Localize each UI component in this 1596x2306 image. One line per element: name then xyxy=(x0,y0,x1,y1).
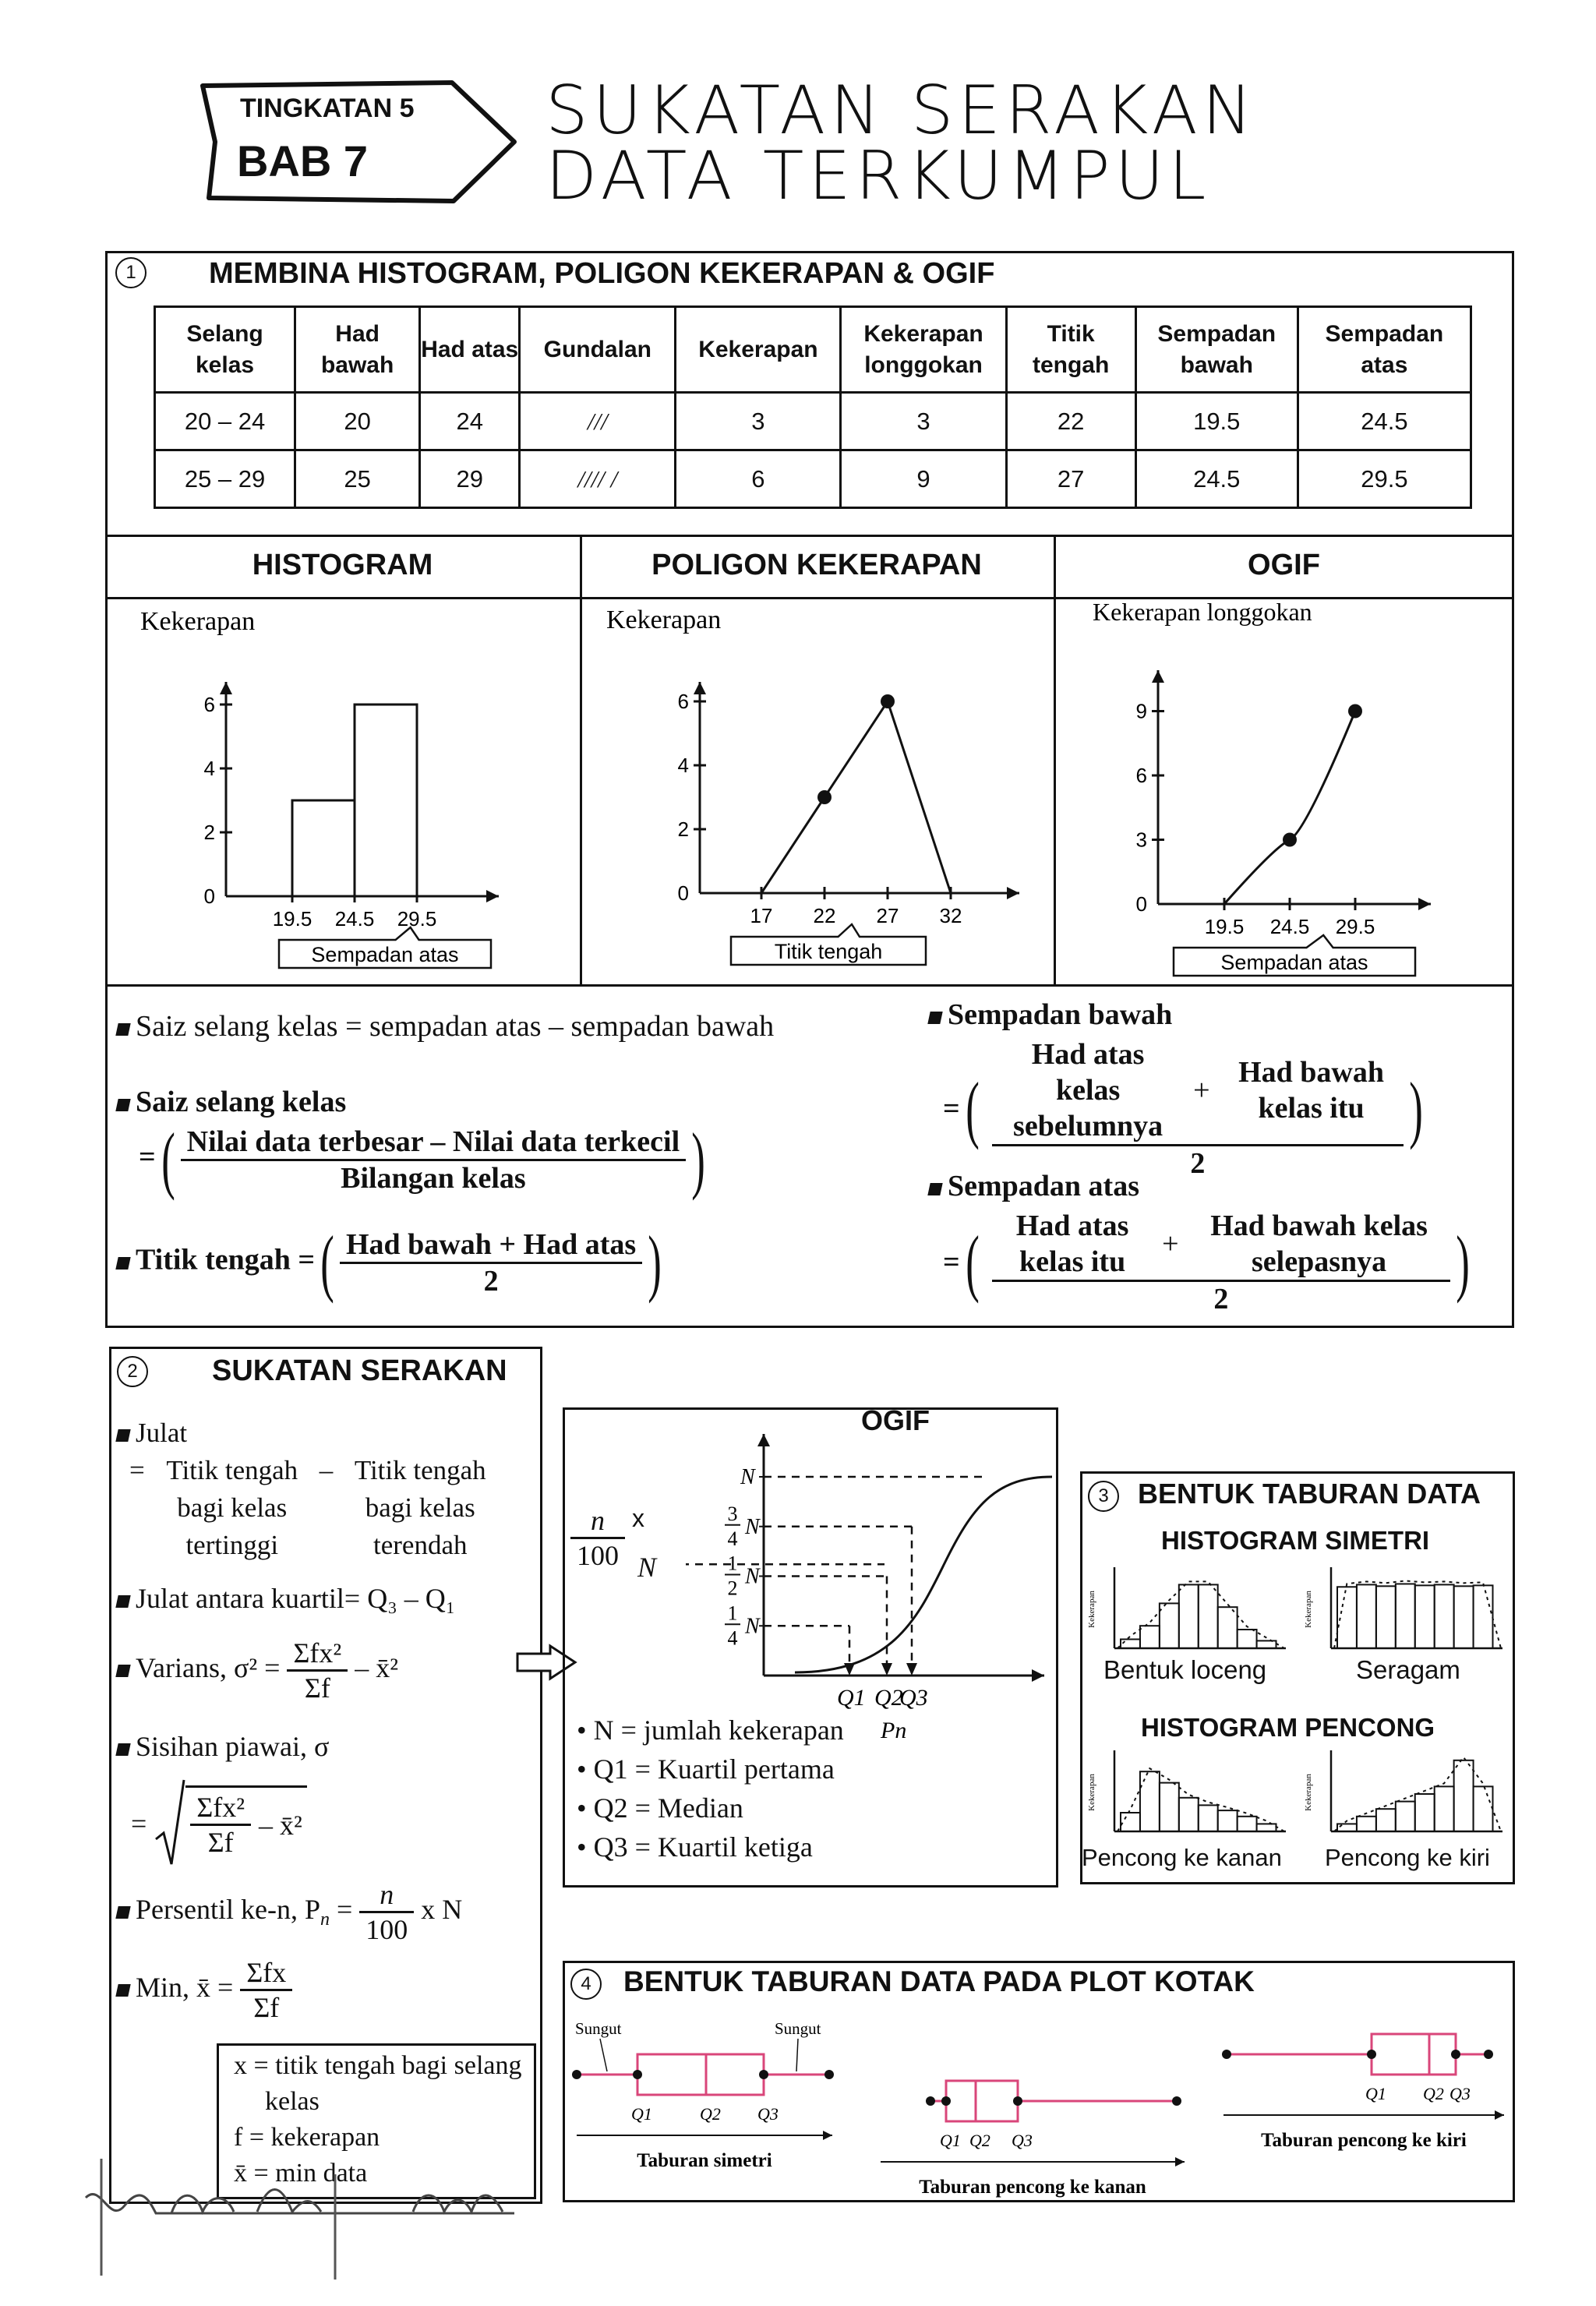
data-point xyxy=(817,790,832,804)
cell: 9 xyxy=(841,450,1006,508)
th-sempadan-bawah: Sempadan bawah xyxy=(1135,307,1298,393)
sungut-pointer xyxy=(796,2039,798,2071)
boxplot-caption: Taburan pencong ke kiri xyxy=(1261,2130,1467,2151)
titik-label: Titik tengah = xyxy=(136,1243,316,1277)
x-tick-label: 32 xyxy=(939,904,962,927)
kanan-label: Pencong ke kanan xyxy=(1082,1844,1282,1871)
sa-a: Had atas kelas itu xyxy=(1015,1210,1129,1278)
saiz-den: Bilangan kelas xyxy=(341,1161,526,1195)
min-num: Σfx xyxy=(240,1956,292,1991)
box xyxy=(1372,2034,1456,2075)
cell: 27 xyxy=(1006,450,1135,508)
y-tick-label: 9 xyxy=(1135,699,1147,723)
mini-bar xyxy=(1396,1584,1415,1648)
mini-bar xyxy=(1454,1586,1474,1648)
axis-arrow-icon xyxy=(823,2131,832,2140)
graph-divider-2 xyxy=(1054,535,1056,987)
mini-axis-label: Kekerapan xyxy=(1304,1774,1313,1811)
ogif-detail-chart xyxy=(686,1418,1052,1746)
sa-formula: =( Had atas kelas itu + Had bawah kelas selepasnya 2 ) xyxy=(943,1210,1470,1315)
title-line2: DATA TERKUMPUL xyxy=(546,137,1211,215)
jak-label: Julat antara kuartil= Q₃ – Q₁ xyxy=(136,1583,456,1614)
ogif-heading: OGIF xyxy=(1248,549,1320,581)
histogram-heading: HISTOGRAM xyxy=(252,549,433,581)
cell: 25 – 29 xyxy=(155,450,295,508)
bullet-icon xyxy=(927,1183,942,1195)
ogive-curve xyxy=(1224,712,1355,905)
polygon-line xyxy=(761,701,951,893)
section3-title: BENTUK TABURAN DATA xyxy=(1138,1478,1481,1510)
x-tick-label: 24.5 xyxy=(334,907,375,931)
x-tick-label: 27 xyxy=(876,904,899,927)
cell: 25 xyxy=(295,450,420,508)
sb-b: Had bawah kelas itu xyxy=(1238,1056,1385,1125)
box xyxy=(946,2081,1018,2121)
th-had-bawah: Had bawah xyxy=(295,307,420,393)
boxplot-right-skew xyxy=(873,2042,1200,2198)
box xyxy=(637,2054,764,2095)
cell: 20 – 24 xyxy=(155,393,295,450)
persentil-num: n xyxy=(359,1878,414,1913)
julat-block: Julat = Titik tengah bagi kelas tertinggi – Titik tengah bagi kelas terendah xyxy=(117,1414,498,1564)
mini-bar xyxy=(1257,1824,1276,1831)
three-quarter-n-label-num: 3 xyxy=(727,1502,738,1525)
sisihan-row xyxy=(117,1730,329,1763)
bullet-icon xyxy=(115,1099,130,1111)
sisihan-formula: = $\frac{\text{Σfx²}}{\Sigma f}$ – x̄² xyxy=(131,1777,307,1870)
quartile-label: Q2 xyxy=(969,2131,990,2150)
mini-bar xyxy=(1415,1585,1435,1648)
three-quarter-n-label: N xyxy=(745,1514,760,1539)
bullet-icon xyxy=(927,1012,942,1024)
varians-den: Σf xyxy=(304,1672,330,1704)
mini-curve xyxy=(1118,1581,1284,1648)
n-den: 100 xyxy=(577,1540,619,1571)
x-tick-label: 22 xyxy=(813,904,836,927)
half-n-label: N xyxy=(745,1564,760,1589)
mini-bar xyxy=(1218,1607,1238,1648)
histogram-bar xyxy=(292,800,355,896)
quartile-label: Q3 xyxy=(899,1685,928,1711)
section1-number: 1 xyxy=(115,257,147,288)
sa-label-row xyxy=(929,1169,1139,1203)
mini-bar xyxy=(1357,1817,1376,1831)
box-point xyxy=(572,2070,581,2079)
sisihan-tail: – x̄² xyxy=(259,1809,302,1841)
down-arrow-icon xyxy=(906,1663,917,1676)
y-tick-label: 4 xyxy=(203,757,215,780)
quartile-label: Q2 xyxy=(1423,2084,1444,2103)
bullet-icon xyxy=(115,1595,130,1608)
box-point xyxy=(1367,2050,1376,2059)
quartile-label: Q1 xyxy=(1365,2084,1386,2103)
persentil-den: 100 xyxy=(365,1914,408,1945)
saiz-text: Saiz selang kelas = sempadan atas – sempadan bawah xyxy=(136,1010,775,1043)
mini-bar xyxy=(1160,1603,1179,1648)
mini-bar xyxy=(1179,1584,1199,1648)
min-label: Min, x̄ = xyxy=(136,1971,234,2003)
quartile-label: Q1 xyxy=(837,1685,866,1711)
half-n-label-num: 1 xyxy=(727,1552,738,1575)
section4-number: 4 xyxy=(570,1969,602,2000)
sb-label: Sempadan bawah xyxy=(948,998,1173,1031)
n-over-100 xyxy=(570,1504,644,1572)
y-axis-arrow-icon xyxy=(757,1434,770,1446)
y-axis-arrow-icon xyxy=(220,682,232,694)
kiri-label: Pencong ke kiri xyxy=(1325,1844,1490,1871)
right-skew-histogram xyxy=(1086,1746,1297,1843)
y-axis-label: Kekerapan xyxy=(140,607,256,636)
bullet-icon xyxy=(115,1665,130,1677)
y-axis-arrow-icon xyxy=(694,682,706,694)
n-level-label: N xyxy=(740,1465,755,1489)
mini-curve xyxy=(1118,1768,1284,1831)
box-point xyxy=(1172,2096,1181,2106)
mini-bar xyxy=(1257,1640,1276,1648)
data-point xyxy=(881,694,895,708)
x-axis-arrow-icon xyxy=(486,890,499,902)
data-point xyxy=(1348,705,1362,719)
persentil-label: Persentil ke-n, P xyxy=(136,1893,320,1925)
cell: 24 xyxy=(420,393,520,450)
pencong-title: HISTOGRAM PENCONG xyxy=(1141,1713,1435,1742)
mini-bar xyxy=(1140,1626,1160,1648)
histogram-bar xyxy=(355,705,417,896)
n-num: n xyxy=(570,1504,625,1539)
saiz-label-row xyxy=(117,1085,346,1119)
sb-formula: =( Had atas kelas sebelumnya + Had bawah kelas itu 2 ) xyxy=(943,1038,1423,1180)
mini-bar xyxy=(1376,1809,1396,1831)
sb-label-row xyxy=(929,998,1172,1032)
persentil-row: Persentil ke-n, $P_n$ = $\frac{n}{100}$ x N xyxy=(117,1878,462,1946)
mini-bar xyxy=(1199,1805,1218,1831)
quartile-label: Q3 xyxy=(1012,2131,1033,2150)
box-point xyxy=(824,2070,834,2079)
x-mark: x xyxy=(632,1504,644,1532)
th-had-atas: Had atas xyxy=(420,307,520,393)
julat-label: Julat xyxy=(136,1418,188,1448)
mini-bar xyxy=(1435,1786,1454,1831)
tag-line1: TINGKATAN 5 xyxy=(240,94,415,123)
section4-title: BENTUK TABURAN DATA PADA PLOT KOTAK xyxy=(623,1965,1255,1997)
cell: 19.5 xyxy=(1135,393,1298,450)
quartile-label: Q1 xyxy=(940,2131,961,2150)
y-tick-label: 0 xyxy=(677,881,689,905)
y-tick-label: 0 xyxy=(203,885,215,908)
th-kekerapan: Kekerapan xyxy=(676,307,841,393)
table-header-row xyxy=(155,307,1471,393)
ogif-chart xyxy=(1057,600,1513,982)
min-row xyxy=(117,1956,292,2024)
sb-den: 2 xyxy=(1190,1147,1206,1180)
x-axis-arrow-icon xyxy=(1032,1669,1044,1682)
boxplot-caption: Taburan simetri xyxy=(637,2150,772,2171)
y-tick-label: 0 xyxy=(1135,892,1147,916)
cell: 24.5 xyxy=(1298,393,1471,450)
mini-bar xyxy=(1454,1760,1474,1831)
poligon-heading: POLIGON KEKERAPAN xyxy=(651,549,982,581)
quartile-label: Q2 xyxy=(874,1685,903,1711)
x-tick-label: 29.5 xyxy=(1335,915,1375,938)
quartile-label: Q3 xyxy=(757,2104,779,2124)
saiz-label: Saiz selang kelas xyxy=(136,1086,347,1118)
y-tick-label: 4 xyxy=(677,754,689,777)
jak-row xyxy=(117,1582,455,1615)
bullet-icon xyxy=(115,1257,130,1270)
saiz-formula: =( $\frac{\text{Nilai data terbesar – Nilai data terkecil}}{\text{Bilangan kelas}}$ ) xyxy=(139,1118,705,1201)
mini-bar xyxy=(1179,1798,1199,1831)
cell: 6 xyxy=(676,450,841,508)
box-point xyxy=(926,2096,935,2106)
table-row xyxy=(155,450,1471,508)
cell: 29.5 xyxy=(1298,450,1471,508)
mini-bar xyxy=(1376,1586,1396,1648)
mini-bar xyxy=(1474,1786,1493,1831)
box-point xyxy=(633,2070,642,2079)
cell: //// / xyxy=(520,450,676,508)
quartile-label: Q1 xyxy=(631,2104,652,2124)
loceng-label: Bentuk loceng xyxy=(1103,1655,1267,1684)
mini-bar xyxy=(1121,1813,1140,1831)
quartile-label: Q3 xyxy=(1449,2084,1471,2103)
y-axis-label: Kekerapan xyxy=(606,606,722,634)
th-selang: Selang kelas xyxy=(155,307,295,393)
poligon-chart xyxy=(583,600,1050,982)
sisihan-label: Sisihan piawai, σ xyxy=(136,1731,330,1762)
legend-item: • Q2 = Median xyxy=(577,1792,743,1824)
cell: 20 xyxy=(295,393,420,450)
y-axis-label: Kekerapan longgokan xyxy=(1093,600,1312,626)
min-den: Σf xyxy=(253,1992,280,2023)
varians-num: Σfx² xyxy=(287,1637,348,1672)
seragam-label: Seragam xyxy=(1356,1655,1460,1684)
x-tick-label: 24.5 xyxy=(1269,915,1310,938)
mini-bar xyxy=(1121,1639,1140,1648)
cell: 24.5 xyxy=(1135,450,1298,508)
half-n-label-den: 2 xyxy=(727,1577,738,1600)
x-tick-label: 17 xyxy=(750,904,773,927)
persentil-tail: x N xyxy=(421,1893,463,1925)
th-kekerapan-longgokan: Kekerapan longgokan xyxy=(841,307,1006,393)
bullet-icon xyxy=(115,1906,130,1919)
x-tick-label: 19.5 xyxy=(272,907,312,931)
bullet-icon xyxy=(115,1743,130,1756)
mini-bar xyxy=(1238,1817,1257,1831)
quarter-n-label: N xyxy=(745,1614,760,1639)
y-tick-label: 6 xyxy=(203,693,215,716)
quarter-n-label-den: 4 xyxy=(727,1626,738,1650)
boxplot-left-skew xyxy=(1216,2018,1512,2174)
mini-bar xyxy=(1337,1824,1357,1831)
x-tick-label: 19.5 xyxy=(1204,915,1245,938)
page-title xyxy=(546,72,1258,215)
key-x: x = titik tengah bagi selang kelas xyxy=(234,2051,522,2116)
three-quarter-n-label-den: 4 xyxy=(727,1527,738,1550)
julat-b: Titik tengah bagi kelas terendah xyxy=(354,1455,486,1560)
quarter-n-label-num: 1 xyxy=(727,1601,738,1625)
section2-number: 2 xyxy=(117,1356,148,1387)
x-axis-arrow-icon xyxy=(1418,898,1431,910)
ogive-curve xyxy=(795,1477,1052,1672)
signature xyxy=(78,2151,514,2283)
key-f: f = kekerapan xyxy=(234,2123,380,2152)
ogif-legend xyxy=(577,1711,844,1866)
sb-a: Had atas kelas sebelumnya xyxy=(1013,1038,1163,1142)
down-arrow-icon xyxy=(844,1663,855,1676)
y-tick-label: 3 xyxy=(1135,828,1147,852)
box-point xyxy=(759,2070,768,2079)
boxplot-caption: Taburan pencong ke kanan xyxy=(919,2177,1146,2198)
down-arrow-icon xyxy=(881,1663,892,1676)
titik-formula: Titik tengah =( $\frac{\text{Had bawah + Had atas}}{2}$ ) xyxy=(117,1225,667,1300)
sisihan-den: Σf xyxy=(207,1827,234,1858)
y-axis-arrow-icon xyxy=(1152,670,1164,683)
x-axis-label: Sempadan atas xyxy=(311,943,459,966)
quartile-label: Q2 xyxy=(700,2104,721,2124)
mini-curve xyxy=(1334,1757,1501,1831)
mini-bar xyxy=(1199,1584,1218,1648)
graph-divider-1 xyxy=(580,535,582,987)
legend-item: • N = jumlah kekerapan xyxy=(577,1714,844,1746)
titik-num: Had bawah + Had atas xyxy=(340,1227,642,1264)
x-tick-label: 29.5 xyxy=(397,907,437,931)
axis-arrow-icon xyxy=(1495,2110,1504,2120)
sungut-label: Sungut xyxy=(575,2019,622,2038)
julat-a: Titik tengah bagi kelas tertinggi xyxy=(166,1455,298,1560)
cell: 3 xyxy=(841,393,1006,450)
key-xbar: x̄ = min data xyxy=(234,2159,368,2188)
sa-label: Sempadan atas xyxy=(948,1170,1139,1202)
frequency-table xyxy=(154,305,1472,509)
histogram-chart xyxy=(109,600,577,982)
varians-row xyxy=(117,1637,398,1704)
mini-bar xyxy=(1396,1802,1415,1831)
sungut-label: Sungut xyxy=(775,2019,821,2038)
th-gundalan: Gundalan xyxy=(520,307,676,393)
box-point xyxy=(1013,2096,1022,2106)
saiz-num: Nilai data terbesar – Nilai data terkecil xyxy=(181,1125,687,1161)
cell: 22 xyxy=(1006,393,1135,450)
axis-arrow-icon xyxy=(1175,2157,1185,2167)
saiz-text-formula xyxy=(117,1009,774,1044)
x-axis-arrow-icon xyxy=(1007,887,1019,899)
y-tick-label: 6 xyxy=(677,690,689,713)
mini-bar xyxy=(1140,1771,1160,1831)
varians-tail: – x̄² xyxy=(355,1651,398,1683)
y-tick-label: 6 xyxy=(1135,764,1147,787)
pn-label: Pn xyxy=(881,1718,907,1743)
x-axis-label: Sempadan atas xyxy=(1220,951,1368,974)
titik-den: 2 xyxy=(483,1264,499,1298)
y-tick-label: 2 xyxy=(203,821,215,844)
sisihan-num: Σfx² xyxy=(190,1791,251,1826)
mini-bar xyxy=(1238,1630,1257,1648)
mini-axis-label: Kekerapan xyxy=(1087,1591,1096,1628)
boxplot-symmetric xyxy=(567,2015,848,2171)
legend-item: • Q1 = Kuartil pertama xyxy=(577,1753,835,1785)
sungut-pointer xyxy=(600,2039,607,2071)
data-point xyxy=(1283,833,1297,847)
bullet-icon xyxy=(115,1023,130,1036)
bullet-icon xyxy=(115,1429,130,1442)
y-tick-label: 2 xyxy=(677,818,689,841)
box-point xyxy=(1484,2050,1493,2059)
th-sempadan-atas: Sempadan atas xyxy=(1298,307,1471,393)
sqrt-icon xyxy=(154,1777,185,1870)
graph-header-line xyxy=(105,597,1514,599)
uniform-histogram xyxy=(1303,1563,1509,1656)
big-n: N xyxy=(637,1552,657,1583)
left-skew-histogram xyxy=(1303,1746,1509,1843)
varians-label: Varians, σ² = xyxy=(136,1651,281,1683)
header-tag xyxy=(195,76,522,209)
mini-bar xyxy=(1357,1584,1376,1648)
mini-axis-label: Kekerapan xyxy=(1304,1591,1313,1628)
section2-title: SUKATAN SERAKAN xyxy=(212,1354,507,1387)
sa-b: Had bawah kelas selepasnya xyxy=(1210,1210,1428,1278)
section3-number: 3 xyxy=(1088,1481,1119,1512)
title-line1: SUKATAN SERAKAN xyxy=(546,72,1258,150)
mini-bar xyxy=(1218,1810,1238,1831)
cell: 3 xyxy=(676,393,841,450)
table-row xyxy=(155,393,1471,450)
mini-bar xyxy=(1337,1587,1357,1648)
sa-den: 2 xyxy=(1213,1283,1229,1315)
cell: 29 xyxy=(420,450,520,508)
section1-title: MEMBINA HISTOGRAM, POLIGON KEKERAPAN & OGIF xyxy=(209,257,995,290)
ogif-detail-title: OGIF xyxy=(861,1404,930,1436)
bullet-icon xyxy=(115,1984,130,1997)
th-titik-tengah: Titik tengah xyxy=(1006,307,1135,393)
box-point xyxy=(1451,2050,1460,2059)
legend-item: • Q3 = Kuartil ketiga xyxy=(577,1831,813,1863)
mini-curve xyxy=(1334,1580,1501,1648)
mini-bar xyxy=(1415,1794,1435,1831)
mini-bar xyxy=(1160,1783,1179,1831)
mini-bar xyxy=(1474,1585,1493,1648)
sim-title: HISTOGRAM SIMETRI xyxy=(1161,1526,1430,1555)
mini-bar xyxy=(1435,1584,1454,1648)
box-point xyxy=(941,2096,951,2106)
x-axis-label: Titik tengah xyxy=(774,940,883,963)
tag-line2: BAB 7 xyxy=(237,136,369,185)
bell-histogram xyxy=(1086,1563,1297,1656)
cell: /// xyxy=(520,393,676,450)
box-point xyxy=(1222,2050,1231,2059)
mini-axis-label: Kekerapan xyxy=(1087,1774,1096,1811)
